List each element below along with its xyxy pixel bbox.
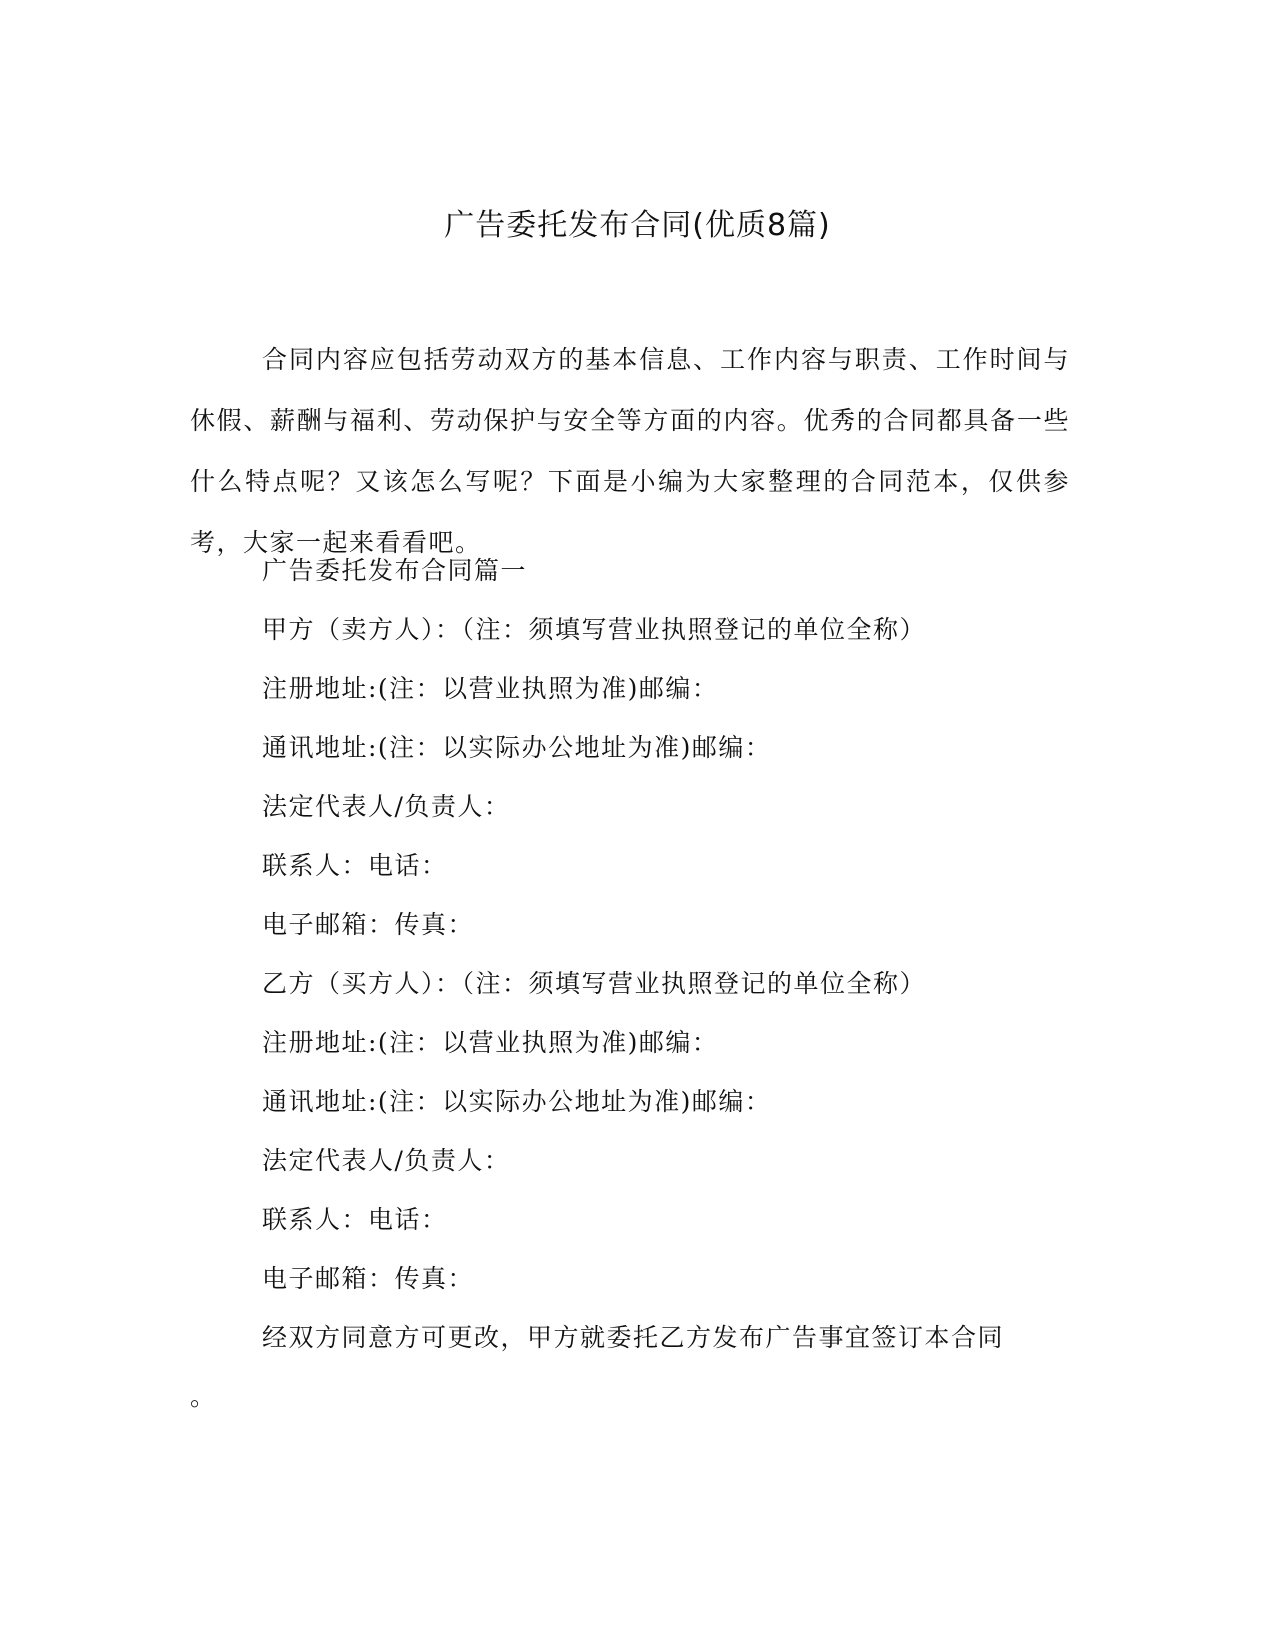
document-title: 广告委托发布合同(优质8篇) xyxy=(444,208,831,243)
party-a-mailing-address: 通讯地址:(注：以实际办公地址为准)邮编： xyxy=(262,733,772,762)
party-b-legal-representative: 法定代表人/负责人： xyxy=(262,1146,511,1175)
party-b-contact: 联系人：电话： xyxy=(262,1205,448,1234)
party-b-registered-address: 注册地址:(注：以营业执照为准)邮编： xyxy=(262,1028,719,1057)
party-a-legal-representative: 法定代表人/负责人： xyxy=(262,792,511,821)
agreement-sentence: 经双方同意方可更改，甲方就委托乙方发布广告事宜签订本合同 xyxy=(262,1323,1005,1352)
intro-paragraph: 合同内容应包括劳动双方的基本信息、工作内容与职责、工作时间与休假、薪酬与福利、劳动保护与安全等方面的内容。优秀的合同都具备一些什么特点呢？又该怎么写呢？下面是小编为大家整理的合同范本，仅供参考，大家一起来看看吧。 xyxy=(190,345,1070,557)
party-a-email-fax: 电子邮箱：传真： xyxy=(262,910,475,939)
party-b-mailing-address: 通讯地址:(注：以实际办公地址为准)邮编： xyxy=(262,1087,772,1116)
party-a-contact: 联系人：电话： xyxy=(262,851,448,880)
party-a-line: 甲方（卖方人）：（注：须填写营业执照登记的单位全称） xyxy=(262,615,927,644)
agreement-sentence-end: 。 xyxy=(190,1382,216,1411)
party-a-registered-address: 注册地址:(注：以营业执照为准)邮编： xyxy=(262,674,719,703)
section-heading: 广告委托发布合同篇一 xyxy=(262,556,528,585)
party-b-line: 乙方（买方人）：（注：须填写营业执照登记的单位全称） xyxy=(262,969,927,998)
party-b-email-fax: 电子邮箱：传真： xyxy=(262,1264,475,1293)
